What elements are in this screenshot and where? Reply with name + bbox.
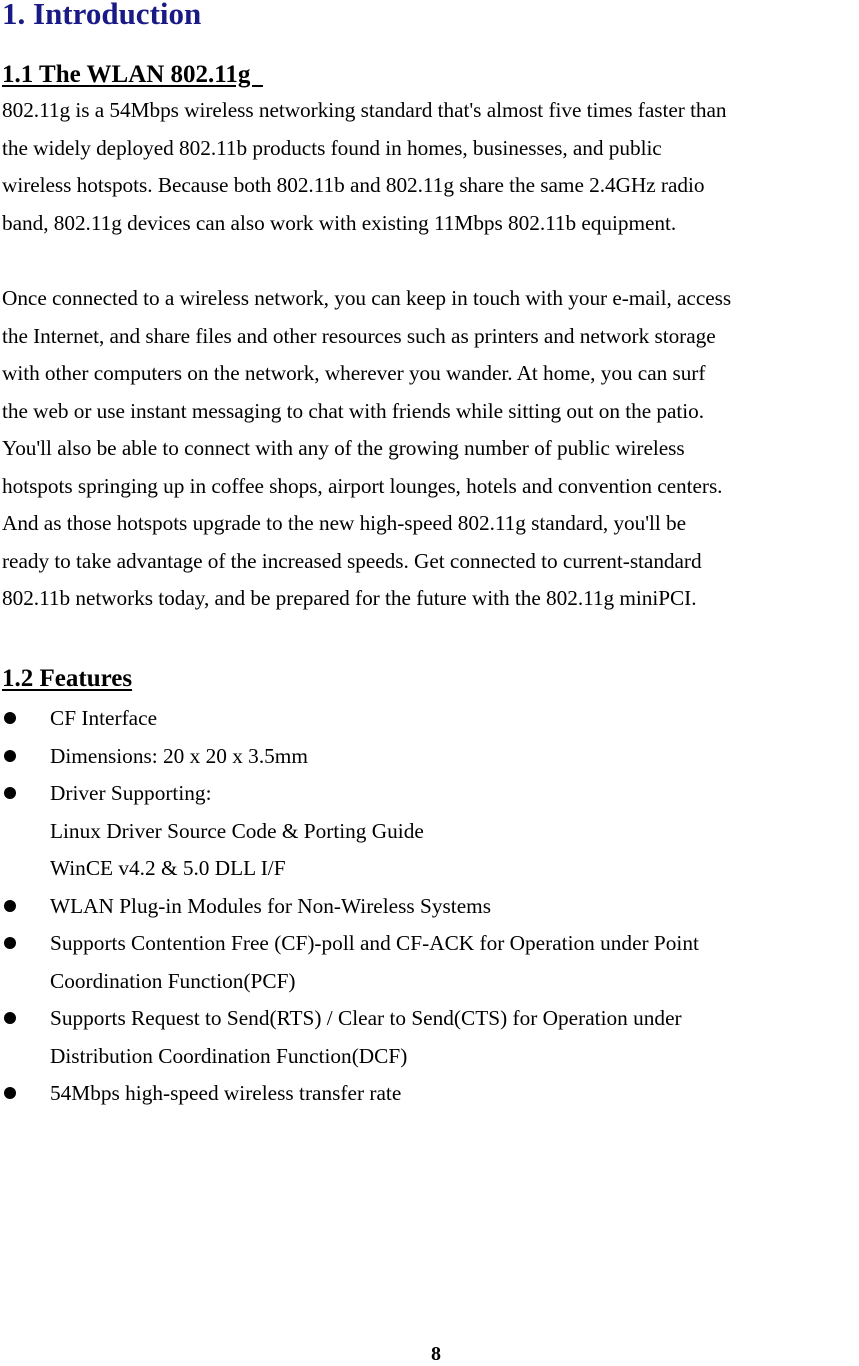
section-1-1-title: 1.1 The WLAN 802.11g xyxy=(2,61,263,88)
section-1-2-title: 1.2 Features xyxy=(2,665,133,692)
paragraph-line: the Internet, and share files and other resources such as printers and network storage xyxy=(2,323,716,348)
paragraph-line: the widely deployed 802.11b products found in homes, businesses, and public xyxy=(2,135,662,160)
bullet-icon xyxy=(4,1012,16,1024)
feature-item xyxy=(0,738,859,776)
feature-line: Supports Contention Free (CF)-poll and CF-ACK for Operation under Point xyxy=(50,931,699,955)
feature-item xyxy=(0,1000,859,1075)
chapter-title: 1. Introduction xyxy=(2,0,202,31)
paragraph-line: hotspots springing up in coffee shops, airport lounges, hotels and convention centers. xyxy=(2,473,723,498)
paragraph-line: You'll also be able to connect with any of the growing number of public wireless xyxy=(2,436,685,460)
feature-line: CF Interface xyxy=(50,706,158,730)
page-number: 8 xyxy=(431,1343,441,1365)
paragraph-line: 802.11g is a 54Mbps wireless networking standard that's almost five times faster than xyxy=(2,98,727,122)
paragraph-line: with other computers on the network, wherever you wander. At home, you can surf xyxy=(2,361,706,385)
feature-item xyxy=(0,925,859,1000)
bullet-icon xyxy=(4,750,16,762)
feature-line: Driver Supporting: xyxy=(50,781,212,805)
paragraph-line: band, 802.11g devices can also work with existing 11Mbps 802.11b equipment. xyxy=(2,210,677,235)
paragraph-line: 802.11b networks today, and be prepared for the future with the 802.11g miniPCI. xyxy=(2,586,697,610)
paragraph-line: Once connected to a wireless network, you can keep in touch with your e-mail, access xyxy=(2,286,732,310)
paragraph-line: And as those hotspots upgrade to the new high-speed 802.11g standard, you'll be xyxy=(2,511,687,535)
feature-item xyxy=(0,1075,859,1113)
features-list xyxy=(0,700,859,1113)
feature-item xyxy=(0,888,859,926)
feature-line: WLAN Plug-in Modules for Non-Wireless Systems xyxy=(50,893,492,918)
paragraph-wireless-benefits xyxy=(2,280,859,618)
feature-item xyxy=(0,775,859,888)
bullet-icon xyxy=(4,900,16,912)
feature-line: 54Mbps high-speed wireless transfer rate xyxy=(50,1081,402,1105)
bullet-icon xyxy=(4,1087,16,1099)
paragraph-line: wireless hotspots. Because both 802.11b and 802.11g share the same 2.4GHz radio xyxy=(2,173,705,197)
paragraph-802-11g-overview xyxy=(2,92,859,242)
feature-line: Supports Request to Send(RTS) / Clear to Send(CTS) for Operation under xyxy=(50,1006,682,1030)
feature-line: Linux Driver Source Code & Porting Guide xyxy=(50,818,424,843)
bullet-icon xyxy=(4,712,16,724)
bullet-icon xyxy=(4,937,16,949)
paragraph-line: the web or use instant messaging to chat with friends while sitting out on the patio. xyxy=(2,398,704,423)
feature-line: Coordination Function(PCF) xyxy=(50,968,296,993)
feature-line: Distribution Coordination Function(DCF) xyxy=(50,1043,408,1068)
feature-line: Dimensions: 20 x 20 x 3.5mm xyxy=(50,743,308,768)
bullet-icon xyxy=(4,787,16,799)
feature-item xyxy=(0,700,859,738)
paragraph-line: ready to take advantage of the increased speeds. Get connected to current-standard xyxy=(2,548,702,573)
feature-line: WinCE v4.2 & 5.0 DLL I/F xyxy=(50,856,286,880)
